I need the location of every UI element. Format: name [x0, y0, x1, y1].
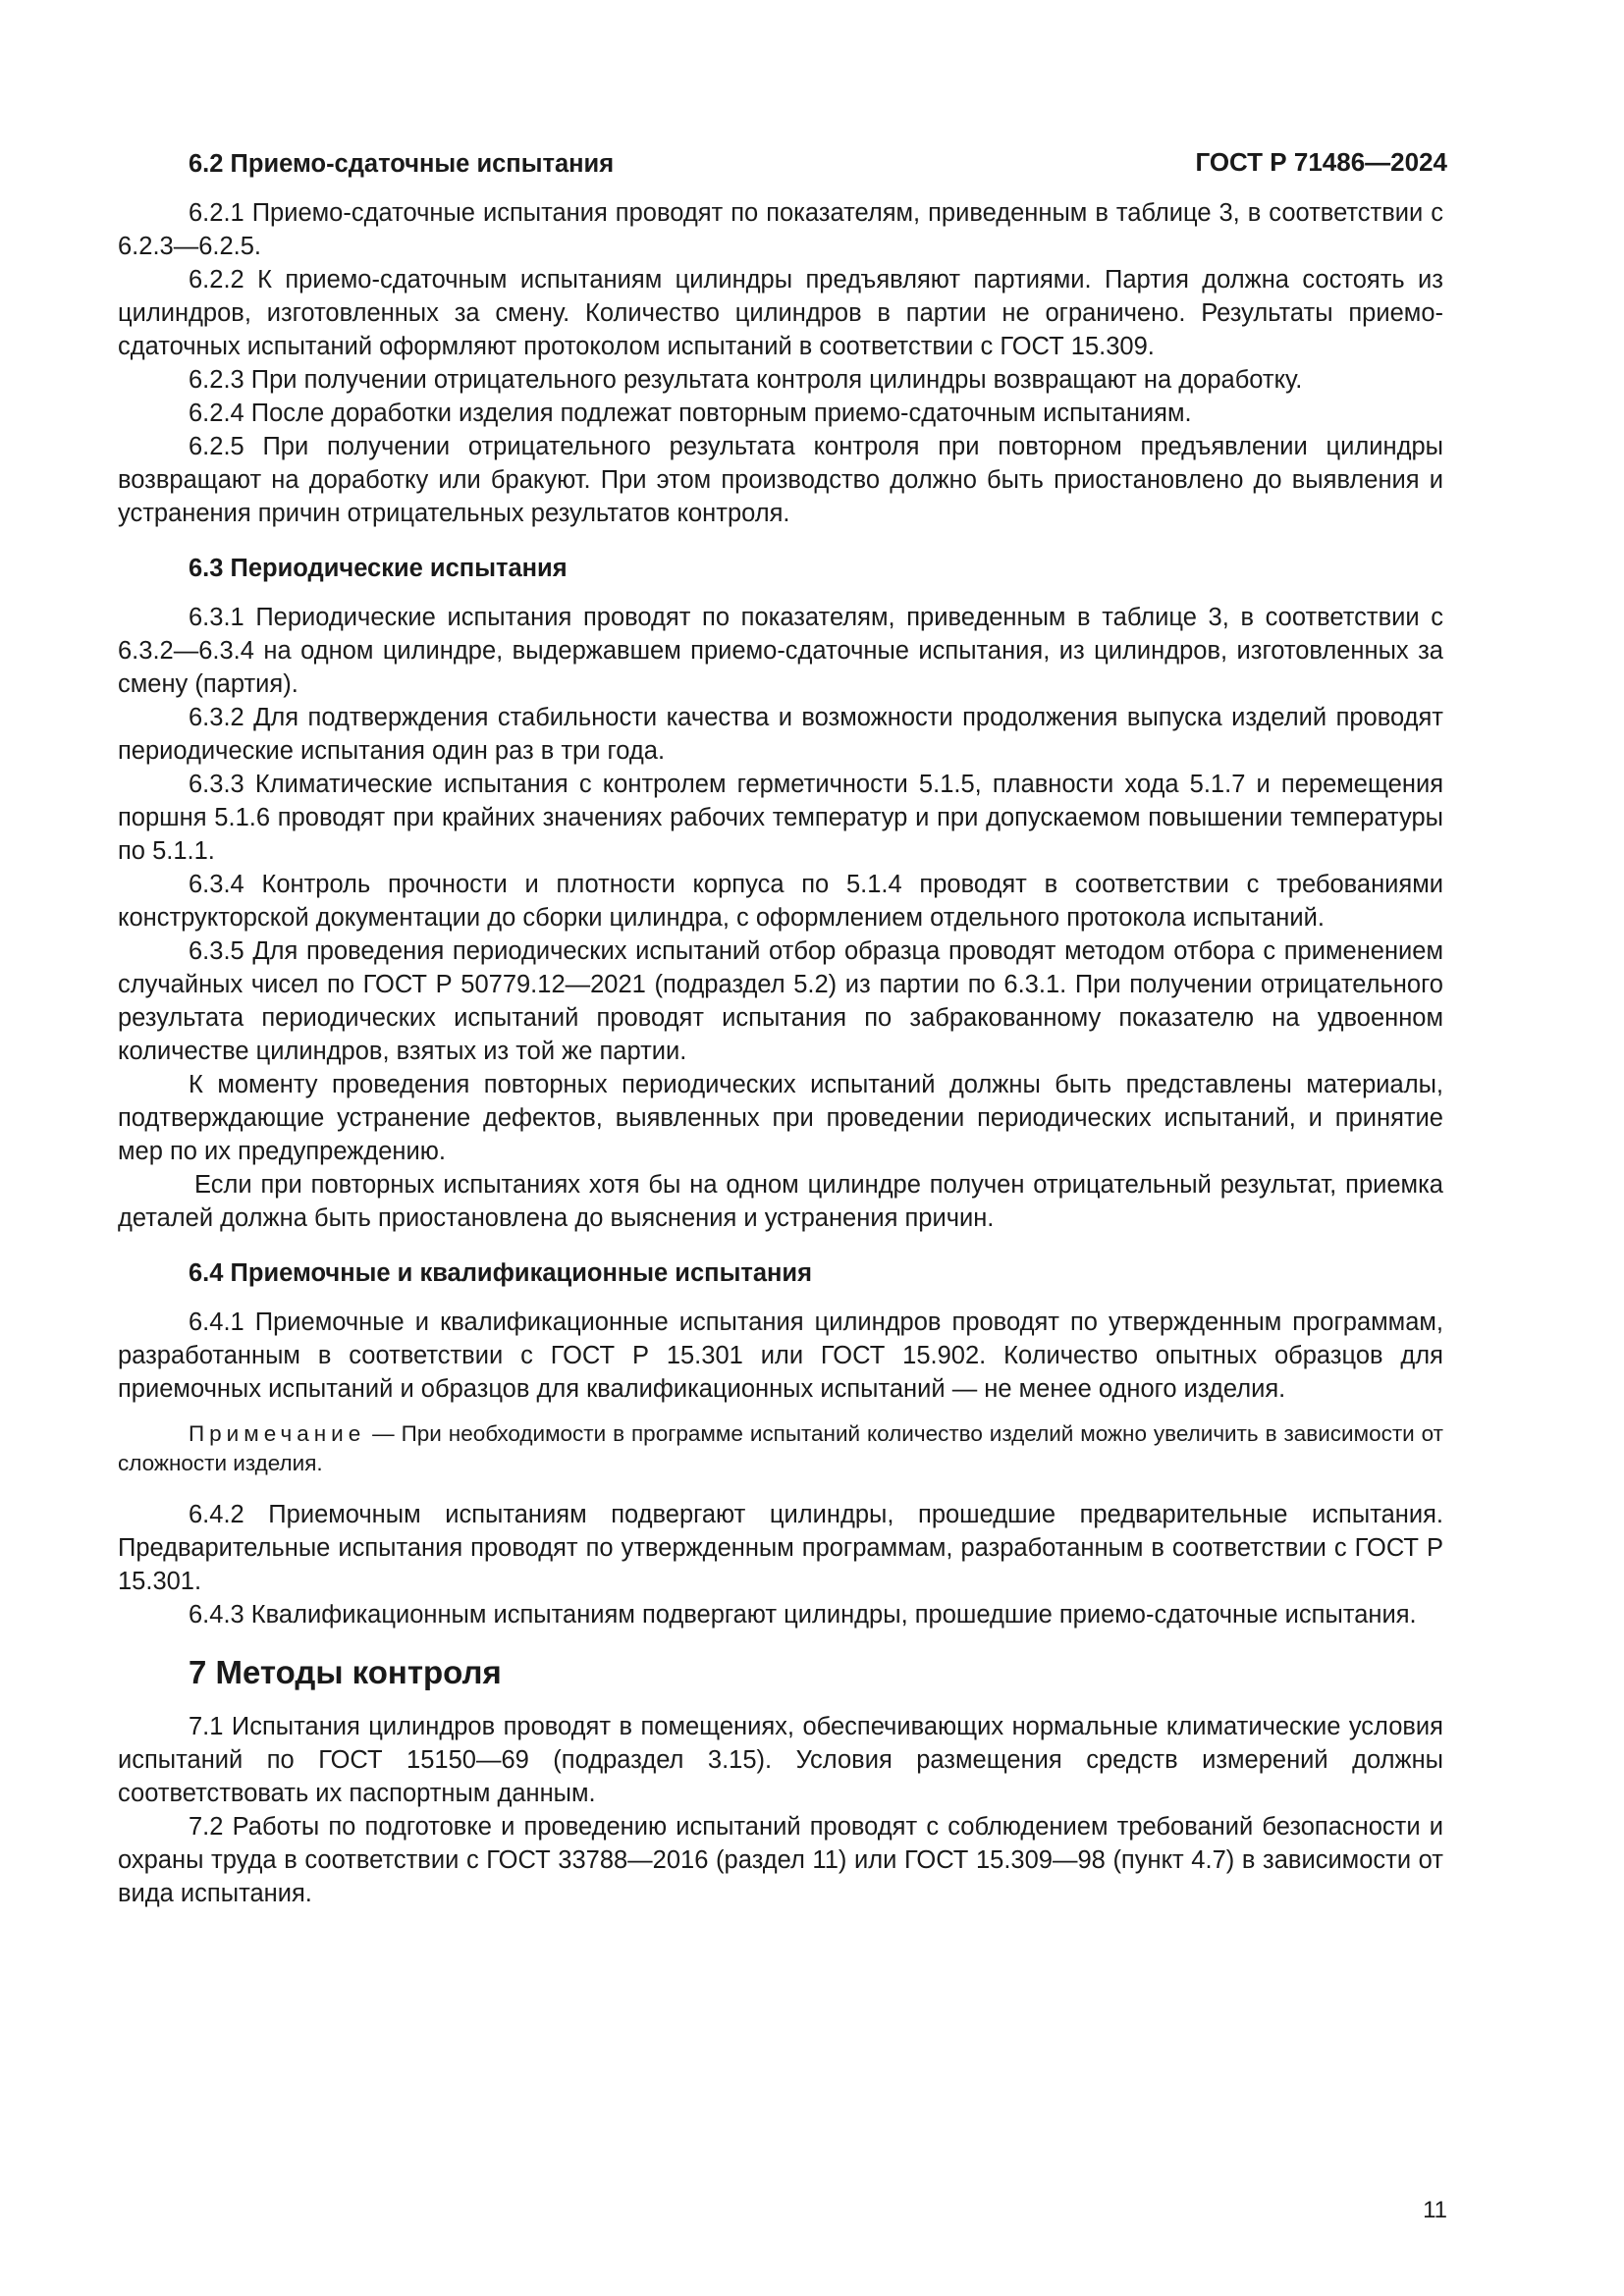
- paragraph: 6.2.2 К приемо-сдаточным испытаниям цилиндры предъявляют партиями. Партия должна состоять из цилиндров, изготовленных за смену. Количество цилиндров в партии не ограничено. Результаты приемо-сдаточных испытаний оформляют протоколом испытаний в соответствии с ГОСТ 15.309.: [118, 266, 1443, 360]
- paragraph: 6.3.2 Для подтверждения стабильности качества и возможности продолжения выпуска изделий проводят периодические испытания один раз в три года.: [118, 704, 1443, 765]
- paragraph: 7.1 Испытания цилиндров проводят в помещениях, обеспечивающих нормальные климатические условия испытаний по ГОСТ 15150—69 (подраздел 3.15). Условия размещения средств измерений должны соответствовать их паспортным данным.: [118, 1713, 1443, 1807]
- section-6-2: [118, 147, 1443, 530]
- paragraph: 6.3.3 Климатические испытания с контролем герметичности 5.1.5, плавности хода 5.1.7 и перемещения поршня 5.1.6 проводят при крайних значениях рабочих температур и при допускаемом повышении температуры по 5.1.1.: [118, 771, 1443, 865]
- paragraph: 6.3.4 Контроль прочности и плотности корпуса по 5.1.4 проводят в соответствии с требованиями конструкторской документации до сборки цилиндра, с оформлением отдельного протокола испытаний.: [118, 871, 1443, 932]
- paragraph: 6.2.4 После доработки изделия подлежат повторным приемо-сдаточным испытаниям.: [189, 400, 1192, 427]
- paragraph: 6.2.3 При получении отрицательного результата контроля цилиндры возвращают на доработку.: [189, 366, 1303, 394]
- page-body: [118, 147, 1443, 1932]
- paragraph: 6.4.3 Квалификационным испытаниям подвергают цилиндры, прошедшие приемо-сдаточные испытания.: [189, 1601, 1417, 1629]
- paragraph: Если при повторных испытаниях хотя бы на одном цилиндре получен отрицательный результат, приемка деталей должна быть приостановлена до выяснения и устранения причин.: [118, 1171, 1443, 1232]
- paragraph: 6.2.5 При получении отрицательного результата контроля при повторном предъявлении цилиндры возвращают на доработку или бракуют. При этом производство должно быть приостановлено до выявления и устранения причин отрицательных результатов контроля.: [118, 433, 1443, 527]
- section-title: 6.3 Периодические испытания: [189, 555, 568, 582]
- paragraph: 6.2.1 Приемо-сдаточные испытания проводят по показателям, приведенным в таблице 3, в соответствии с 6.2.3—6.2.5.: [118, 199, 1443, 260]
- page-number: 11: [1423, 2197, 1447, 2223]
- note: [118, 1419, 1443, 1478]
- paragraph: К моменту проведения повторных периодических испытаний должны быть представлены материалы, подтверждающие устранение дефектов, выявленных при проведении периодических испытаний, и принятие мер по их предупреждению.: [118, 1071, 1443, 1165]
- paragraph: 7.2 Работы по подготовке и проведению испытаний проводят с соблюдением требований безопасности и охраны труда в соответствии с ГОСТ 33788—2016 (раздел 11) или ГОСТ 15.309—98 (пункт 4.7) в зависимости от вида испытания.: [118, 1813, 1443, 1907]
- paragraph: 6.3.5 Для проведения периодических испытаний отбор образца проводят методом отбора с применением случайных чисел по ГОСТ Р 50779.12—2021 (подраздел 5.2) из партии по 6.3.1. При получении отрицательного результата периодических испытаний проводят испытания по забракованному показателю на удвоенном количестве цилиндров, взятых из той же партии.: [118, 937, 1443, 1065]
- section-6-3: [118, 552, 1443, 1235]
- paragraph: 6.3.1 Периодические испытания проводят по показателям, приведенным в таблице 3, в соответствии с 6.3.2—6.3.4 на одном цилиндре, выдержавшем приемо-сдаточные испытания, из цилиндров, изготовленных за смену (партия).: [118, 604, 1443, 698]
- note-label: Примечание: [189, 1421, 366, 1446]
- chapter-title: 7 Методы контроля: [189, 1654, 502, 1690]
- note-text: — При необходимости в программе испытаний количество изделий можно увеличить в зависимости от сложности изделия.: [118, 1421, 1443, 1475]
- section-7: [118, 1653, 1443, 1910]
- paragraph: 6.4.2 Приемочным испытаниям подвергают цилиндры, прошедшие предварительные испытания. Предварительные испытания проводят по утвержденным программам, разработанным в соответствии с ГОСТ Р 15.301.: [118, 1501, 1443, 1595]
- section-title: 6.2 Приемо-сдаточные испытания: [189, 150, 615, 178]
- paragraph: 6.4.1 Приемочные и квалификационные испытания цилиндров проводят по утвержденным программам, разработанным в соответствии с ГОСТ Р 15.301 или ГОСТ 15.902. Количество опытных образцов для приемочных испытаний и образцов для квалификационных испытаний — не менее одного изделия.: [118, 1308, 1443, 1403]
- document-code: ГОСТ Р 71486—2024: [1195, 147, 1447, 177]
- section-title: 6.4 Приемочные и квалификационные испытания: [189, 1259, 812, 1287]
- section-6-4: [118, 1256, 1443, 1631]
